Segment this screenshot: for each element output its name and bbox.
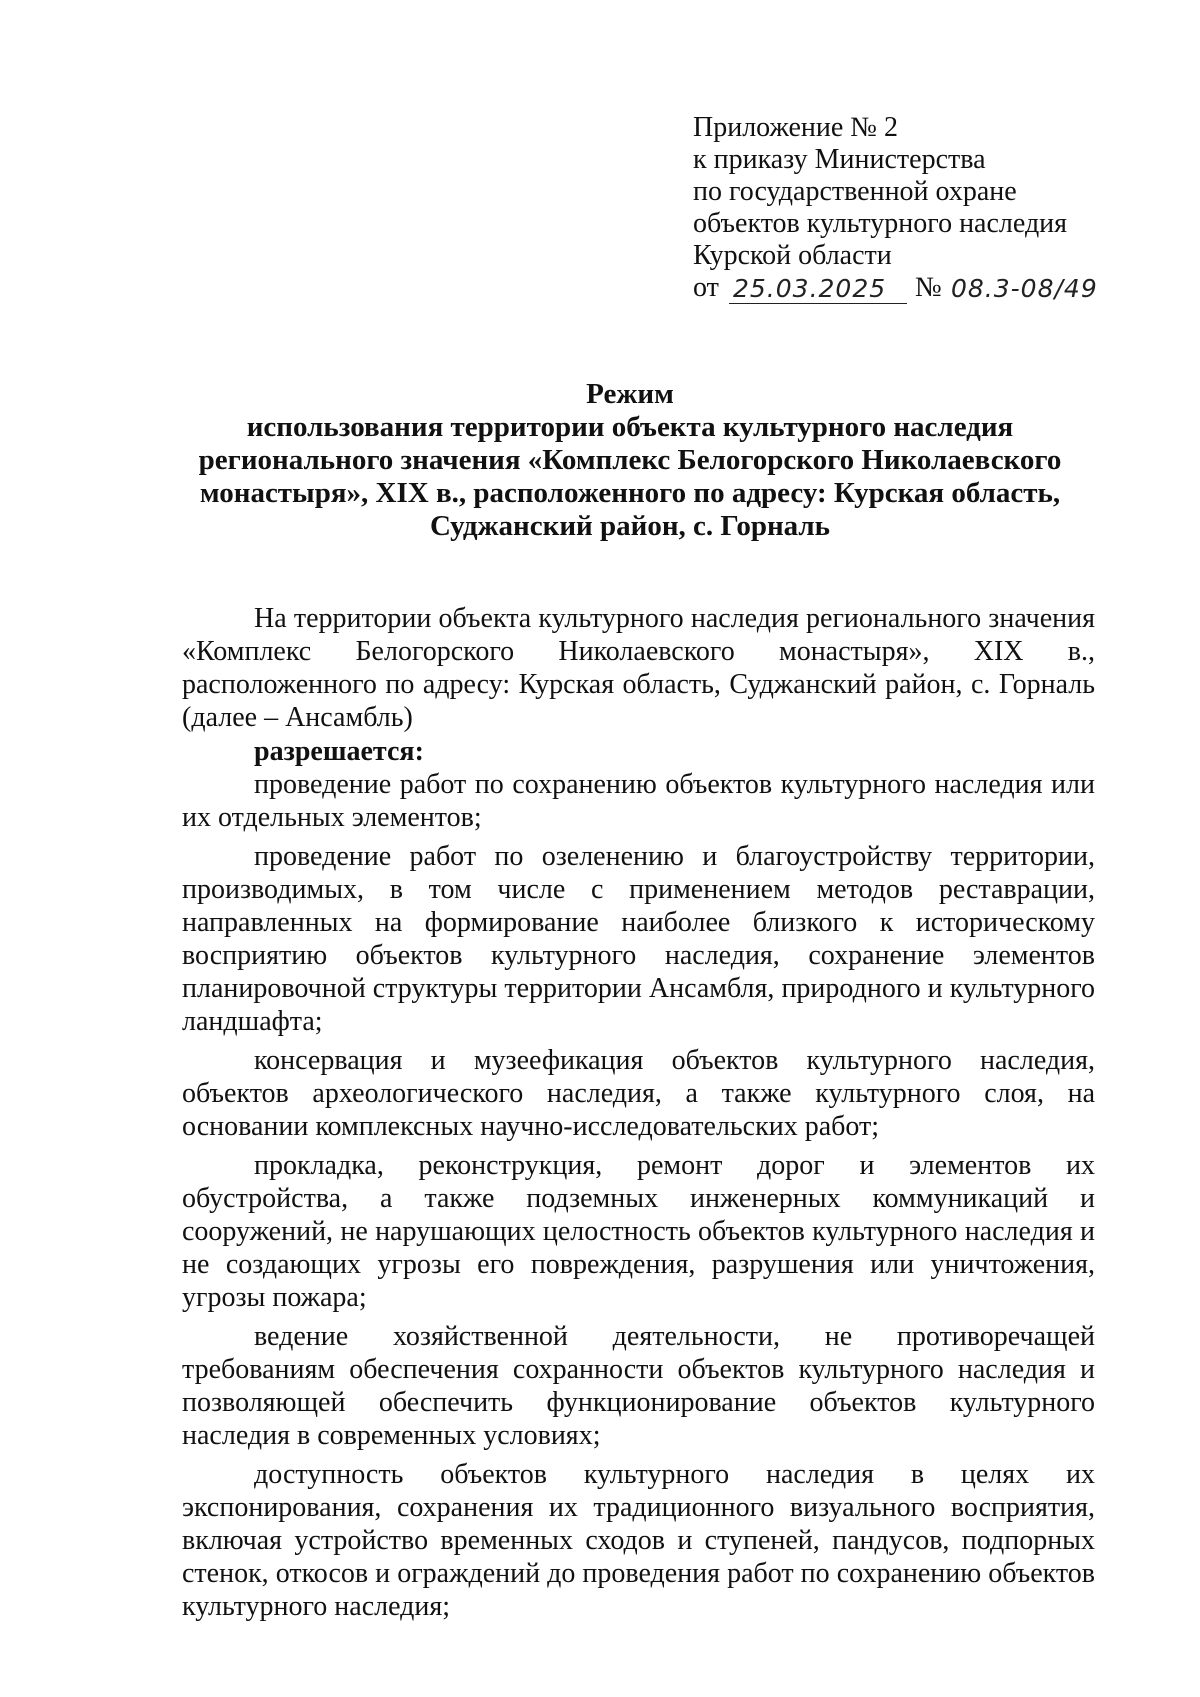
number-label: № (915, 272, 942, 303)
title-line: Суджанский район, с. Горналь (429, 510, 831, 542)
title-line: монастыря», XIX в., расположенного по адресу: Курская область, (199, 477, 1061, 509)
appendix-header (693, 112, 1153, 306)
intro-paragraph: На территории объекта культурного наследия регионального значения «Комплекс Белогорского Николаевского монастыря», XIX в., расположенного по адресу: Курская область, Суджанский район, с. Горналь (далее – Ансамбль) (182, 603, 1095, 733)
appendix-line: Приложение № 2 (693, 112, 898, 143)
allowed-item: консервация и музеефикация объектов культурного наследия, объектов археологического наследия, а также культурного слоя, на основании комплексных научно-исследовательских работ; (182, 1045, 1095, 1142)
appendix-line: объектов культурного наследия (693, 208, 1068, 239)
order-number-handwritten: 08.3-08/49 (951, 274, 1098, 303)
title-line: Режим (586, 378, 674, 410)
title-line: регионального значения «Комплекс Белогорского Николаевского (198, 444, 1062, 476)
order-date-handwritten: 25.03.2025 (733, 274, 887, 303)
allowed-heading: разрешается: (254, 736, 424, 767)
order-date-field (729, 272, 907, 304)
document-title (180, 378, 1080, 543)
allowed-item: проведение работ по сохранению объектов культурного наследия или их отдельных элементов; (182, 769, 1095, 833)
date-label: от (693, 272, 719, 303)
appendix-line: Курской области (693, 240, 892, 271)
allowed-item: прокладка, реконструкция, ремонт дорог и элементов их обустройства, а также подземных инженерных коммуникаций и сооружений, не нарушающих целостность объектов культурного наследия и не создающих угрозы его повреждения, разрушения или уничтожения, угрозы пожара; (182, 1150, 1095, 1313)
appendix-line: к приказу Министерства (693, 144, 986, 175)
appendix-line: по государственной охране (693, 176, 1017, 207)
title-line: использования территории объекта культурного наследия (246, 411, 1014, 443)
document-body (182, 602, 1095, 1623)
allowed-item: ведение хозяйственной деятельности, не противоречащей требованиям обеспечения сохранности объектов культурного наследия и позволяющей обеспечить функционирование объектов культурного наследия в современных условиях; (182, 1321, 1095, 1451)
allowed-item: проведение работ по озеленению и благоустройству территории, производимых, в том числе с применением методов реставрации, направленных на формирование наиболее близкого к историческому восприятию объектов культурного наследия, сохранение элементов планировочной структуры территории Ансамбля, природного и культурного ландшафта; (182, 841, 1095, 1037)
order-date-number-line (693, 272, 1153, 306)
allowed-item: доступность объектов культурного наследия в целях их экспонирования, сохранения их традиционного визуального восприятия, включая устройство временных сходов и ступеней, пандусов, подпорных стенок, откосов и ограждений до проведения работ по сохранению объектов культурного наследия; (182, 1459, 1095, 1622)
